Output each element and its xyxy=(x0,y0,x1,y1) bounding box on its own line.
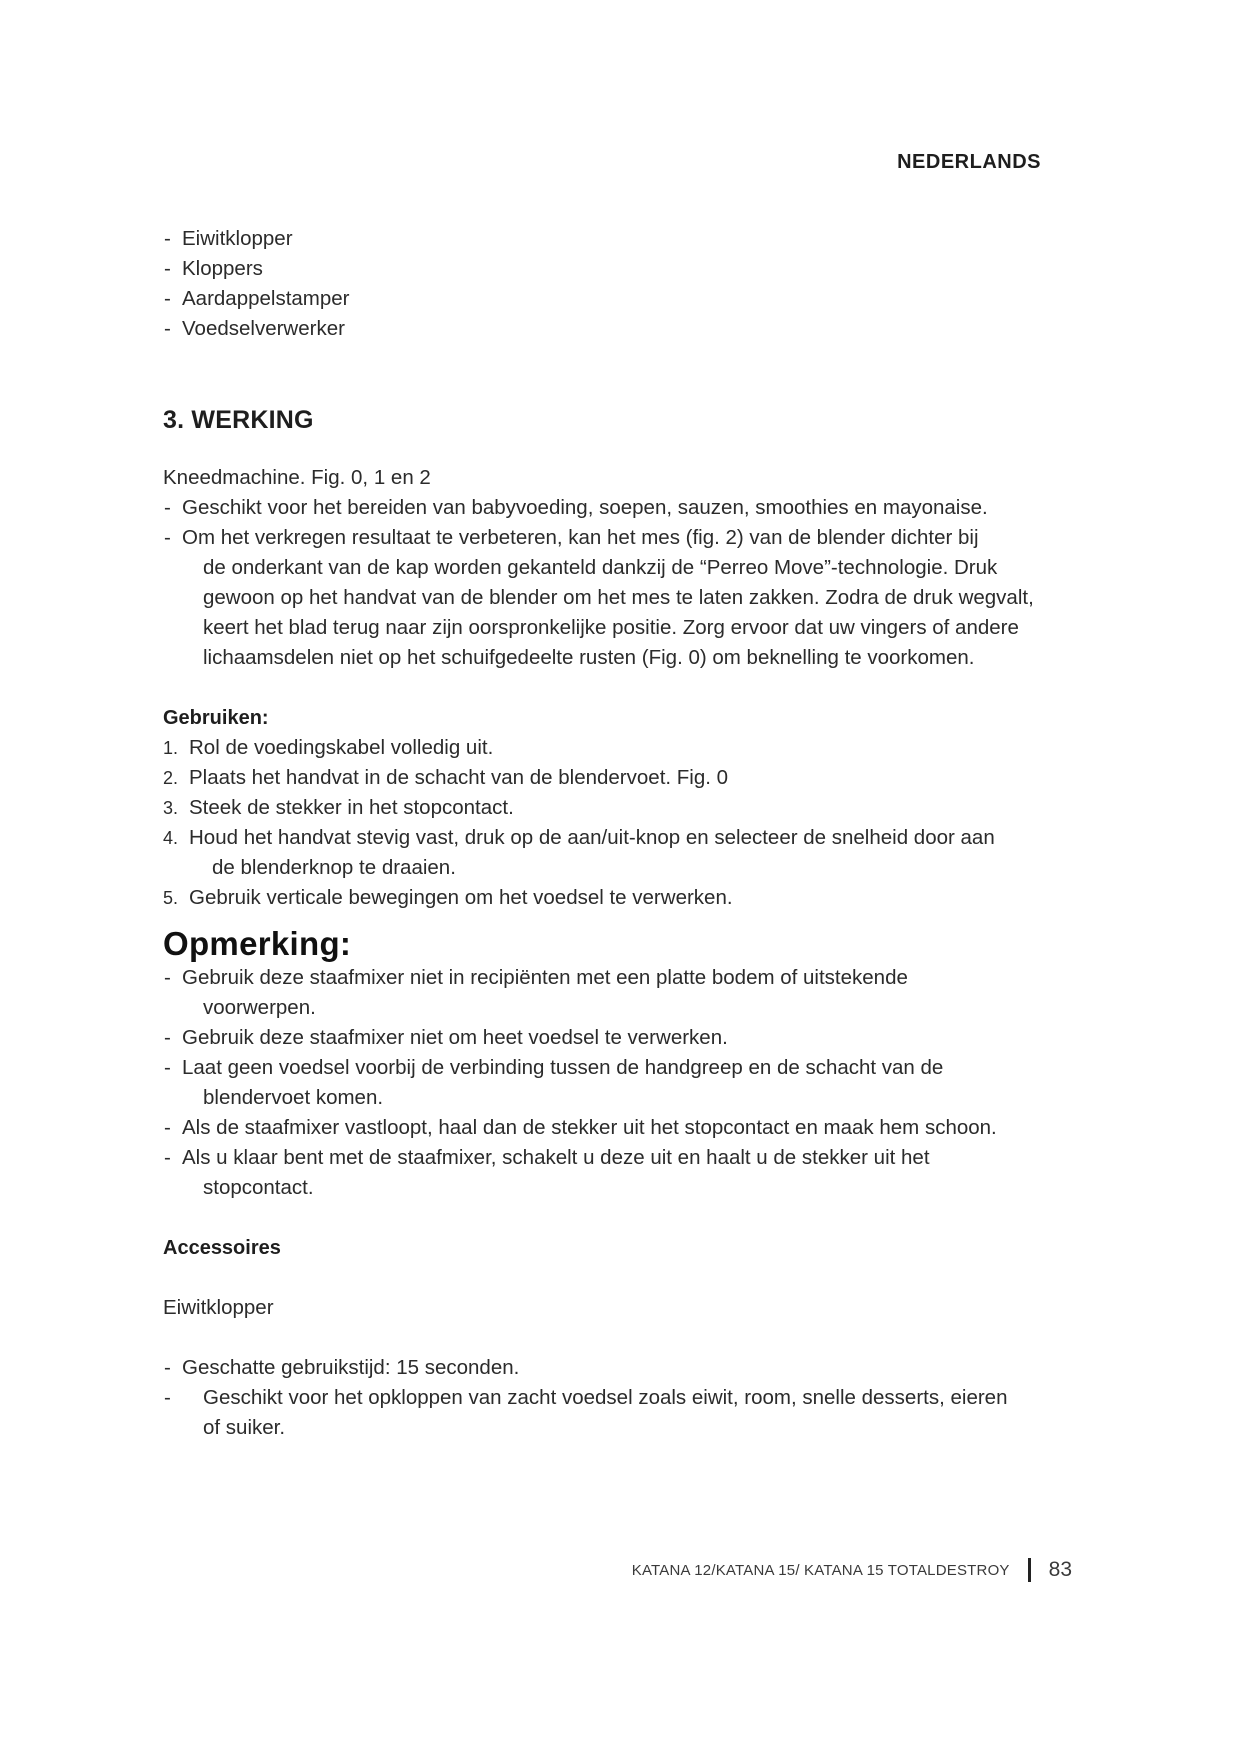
step-item xyxy=(163,883,1083,913)
line: de onderkant van de kap worden gekanteld dankzij de “Perreo Move”-technologie. Druk xyxy=(203,556,998,579)
line: - Als de staafmixer vastloopt, haal dan de stekker uit het stopcontact en maak hem schoon. xyxy=(182,1116,997,1139)
step-number: 5. xyxy=(163,888,179,908)
line: - Gebruik deze staafmixer niet om heet voedsel te verwerken. xyxy=(182,1026,728,1049)
step-number: 2. xyxy=(163,768,179,788)
line: - Om het verkregen resultaat te verbeteren, kan het mes (fig. 2) van de blender dichter bij xyxy=(182,526,979,549)
step-item xyxy=(163,823,1083,883)
line: - Geschikt voor het opkloppen van zacht voedsel zoals eiwit, room, snelle desserts, eieren xyxy=(203,1386,1008,1409)
language-header: NEDERLANDS xyxy=(897,151,1041,173)
footer-divider xyxy=(1028,1558,1031,1582)
step-text: Gebruik verticale bewegingen om het voedsel te verwerken. xyxy=(189,886,733,909)
line: - Laat geen voedsel voorbij de verbinding tussen de handgreep en de schacht van de xyxy=(182,1056,944,1079)
list-item: - Aardappelstamper xyxy=(163,284,1083,314)
line: stopcontact. xyxy=(203,1176,314,1199)
section-intro: Kneedmachine. Fig. 0, 1 en 2 xyxy=(163,466,431,489)
step-number: 3. xyxy=(163,798,179,818)
line: gewoon op het handvat van de blender om het mes te laten zakken. Zodra de druk wegvalt, xyxy=(203,586,1034,609)
line: of suiker. xyxy=(203,1416,286,1439)
step-item xyxy=(163,763,1083,793)
list-item xyxy=(163,963,1083,1023)
step-number: 4. xyxy=(163,828,179,848)
list-item xyxy=(163,1383,1083,1443)
accessory-list xyxy=(163,1353,1083,1443)
section-heading: 3. WERKING xyxy=(163,406,314,434)
step-text: Rol de voedingskabel volledig uit. xyxy=(189,736,494,759)
list-item xyxy=(163,1023,1083,1053)
step-number: 1. xyxy=(163,738,179,758)
line: - Als u klaar bent met de staafmixer, schakelt u deze uit en haalt u de stekker uit het xyxy=(182,1146,930,1169)
list-item xyxy=(163,1113,1083,1143)
note-list xyxy=(163,963,1083,1203)
line: - Gebruik deze staafmixer niet in recipiënten met een platte bodem of uitstekende xyxy=(182,966,908,989)
list-item: - Geschatte gebruikstijd: 15 seconden. xyxy=(163,1353,1083,1383)
list-item: - Geschikt voor het bereiden van babyvoeding, soepen, sauzen, smoothies en mayonaise. xyxy=(163,493,1083,523)
list-item xyxy=(163,523,1083,673)
usage-heading: Gebruiken: xyxy=(163,707,269,729)
model-name: KATANA 12/KATANA 15/ KATANA 15 TOTALDESTROY xyxy=(631,1561,1010,1579)
operation-list xyxy=(163,493,1083,673)
line: blendervoet komen. xyxy=(203,1086,384,1109)
step-text: Steek de stekker in het stopcontact. xyxy=(189,796,514,819)
line: voorwerpen. xyxy=(203,996,316,1019)
note-heading: Opmerking: xyxy=(163,925,352,962)
line: keert het blad terug naar zijn oorspronkelijke positie. Zorg ervoor dat uw vingers of andere xyxy=(203,616,1019,639)
list-item: - Eiwitklopper xyxy=(163,224,1083,254)
step-text: Houd het handvat stevig vast, druk op de aan/uit-knop en selecteer de snelheid door aan xyxy=(189,826,995,849)
accessories-heading: Accessoires xyxy=(163,1237,281,1259)
line: lichaamsdelen niet op het schuifgedeelte rusten (Fig. 0) om beknelling te voorkomen. xyxy=(203,646,975,669)
intro-accessory-list xyxy=(163,224,1083,344)
list-item xyxy=(163,1143,1083,1203)
step-item xyxy=(163,793,1083,823)
list-item xyxy=(163,1053,1083,1113)
accessory-name: Eiwitklopper xyxy=(163,1296,274,1319)
step-item xyxy=(163,733,1083,763)
list-item: - Voedselverwerker xyxy=(163,314,1083,344)
list-item: - Kloppers xyxy=(163,254,1083,284)
page-number: 83 xyxy=(1048,1558,1072,1581)
usage-steps xyxy=(163,733,1083,913)
page-footer xyxy=(632,1558,1072,1582)
page-content xyxy=(163,224,1083,1443)
step-text-continued: de blenderknop te draaien. xyxy=(212,856,456,879)
step-text: Plaats het handvat in de schacht van de blendervoet. Fig. 0 xyxy=(189,766,729,789)
